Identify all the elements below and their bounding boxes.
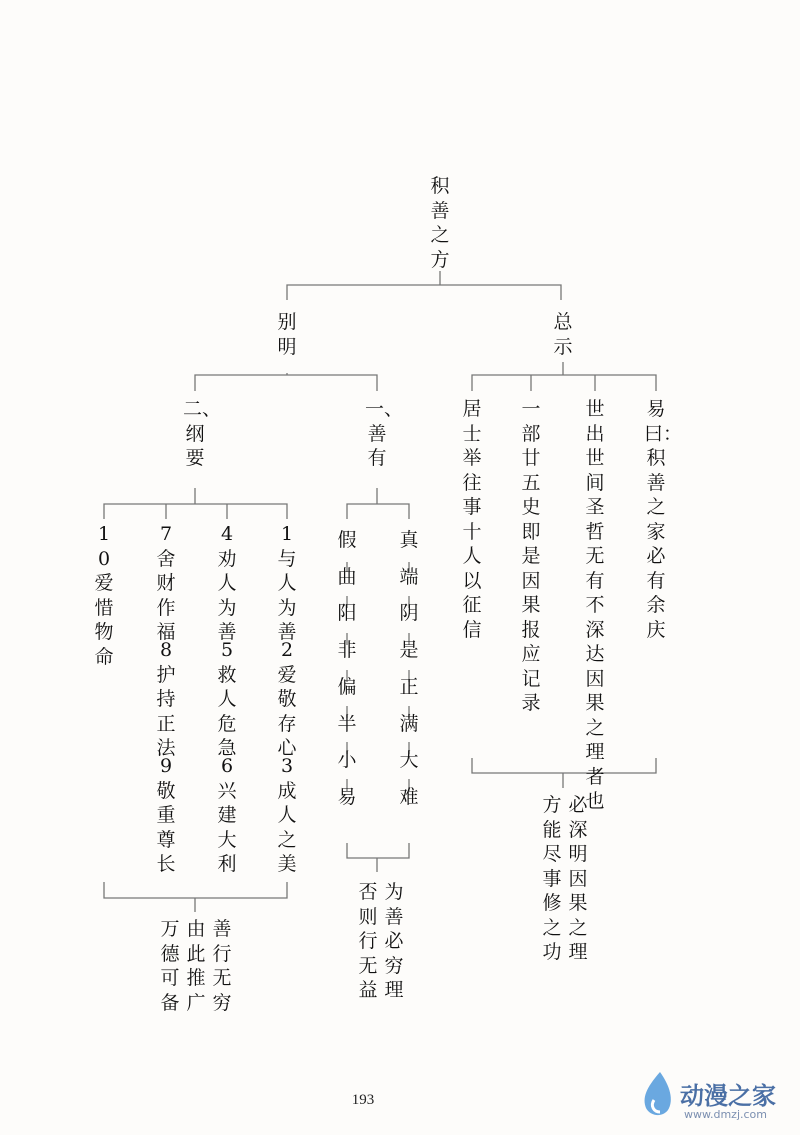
- real-char: 满: [399, 712, 419, 735]
- real-char: 难: [399, 785, 419, 808]
- outline-item-8: 8护持正法: [156, 639, 176, 759]
- false-char: 半: [337, 712, 357, 735]
- right-summary-2: 方能尽事修之功: [542, 794, 562, 963]
- root-bracket: [287, 271, 561, 300]
- branch-left-label: 别明: [277, 311, 297, 358]
- page-number: 193: [351, 1092, 375, 1108]
- section1-summary-1: 为善必穷理: [384, 881, 404, 1001]
- branch-right-label: 总示: [553, 311, 573, 358]
- false-char: 偏: [337, 675, 357, 698]
- real-char: 真: [399, 529, 419, 551]
- outline-item-9: 9敬重尊长: [156, 755, 176, 875]
- outline-item-3: 3成人之美: [277, 755, 297, 875]
- section2-summary-bracket: [104, 882, 287, 912]
- section1-summary-bracket: [347, 843, 409, 872]
- section1-bracket: [347, 488, 409, 519]
- right-item-2: 世出世间圣哲无有不深达因果之理者也: [585, 398, 605, 812]
- outline-item-2: 2爱敬存心: [277, 639, 297, 759]
- false-char: 阳: [337, 602, 357, 625]
- real-char: 大: [399, 749, 419, 772]
- section2-bracket: [104, 488, 287, 519]
- section2-summary-3: 万德可备: [160, 918, 180, 1014]
- left-bracket: [195, 373, 377, 391]
- watermark-url: www.dmzj.com: [684, 1108, 767, 1121]
- real-char: 阴: [399, 602, 419, 625]
- false-char: 非: [337, 639, 357, 662]
- section2-summary-2: 由此推广: [186, 918, 206, 1014]
- real-column: [397, 522, 421, 816]
- real-char: 正: [399, 675, 419, 698]
- outline-item-6: 6兴建大利: [217, 755, 237, 875]
- outline-item-5: 5救人危急: [217, 639, 237, 759]
- outline-item-7: 7舍财作福: [156, 523, 176, 643]
- false-column: [335, 522, 359, 816]
- false-char: 小: [337, 749, 357, 772]
- real-char: 是: [399, 639, 419, 662]
- right-summary-bracket: [472, 758, 656, 788]
- false-char: 假: [337, 529, 357, 551]
- right-summary-1: 必深明因果之理: [568, 794, 588, 963]
- outline-item-10: 10爱惜物命: [94, 523, 114, 668]
- watermark-text: 动漫之家: [680, 1082, 776, 1110]
- section1-summary-2: 否则行无益: [358, 881, 378, 1001]
- right-item-3: 一部廿五史即是因果报应记录: [521, 398, 541, 714]
- false-char: 易: [337, 785, 357, 808]
- water-drop-icon: [640, 1070, 674, 1118]
- false-char: 曲: [337, 565, 357, 588]
- right-item-4: 居士举往事十人以征信: [462, 398, 482, 641]
- site-watermark: [640, 1068, 800, 1128]
- outline-item-1: 1与人为善: [277, 523, 297, 643]
- real-char: 端: [399, 565, 419, 588]
- right-bracket: [472, 362, 656, 391]
- section1-label: 一、善有: [365, 398, 404, 469]
- root-label: 积善之方: [430, 175, 450, 271]
- right-item-1: 易曰：积善之家必有余庆: [644, 398, 683, 641]
- section2-summary-1: 善行无穷: [212, 918, 232, 1014]
- section2-label: 二、纲要: [183, 398, 222, 469]
- outline-item-4: 4劝人为善: [217, 523, 237, 643]
